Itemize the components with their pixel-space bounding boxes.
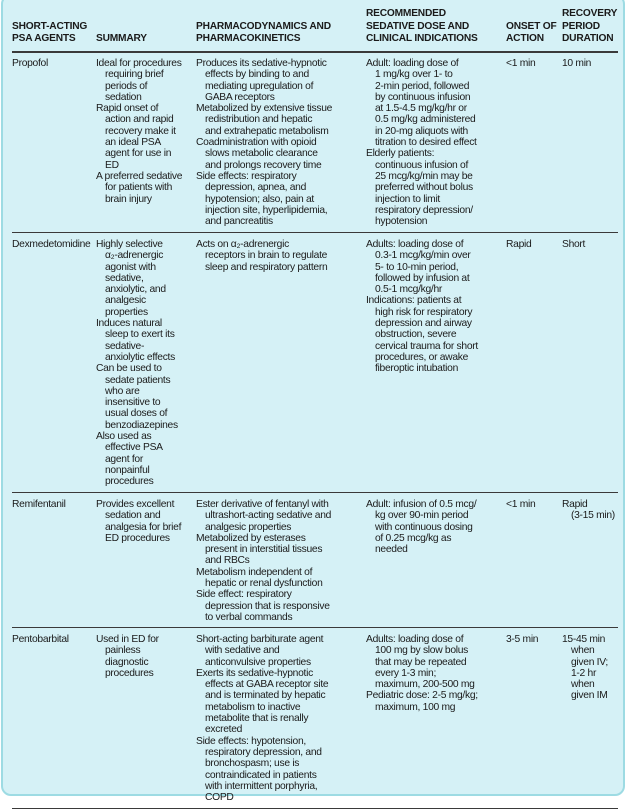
column-header-agent-name bbox=[12, 21, 87, 46]
list-item bbox=[96, 634, 159, 679]
text-line: depression and airway bbox=[375, 318, 472, 330]
text-line: GABA receptors bbox=[205, 91, 275, 103]
text-line: preferred without bolus bbox=[375, 182, 473, 194]
list-item bbox=[366, 690, 478, 713]
text-line: depression, apnea, and bbox=[205, 182, 307, 194]
header-line: RECOVERY bbox=[562, 8, 618, 20]
text-line: when bbox=[571, 645, 595, 657]
text-line: fiberoptic intubation bbox=[375, 363, 458, 375]
text-line: action and rapid bbox=[105, 114, 174, 126]
text-line: and is terminated by hepatic bbox=[205, 690, 326, 702]
cell-agent-name bbox=[12, 634, 69, 645]
text-line: sedation and bbox=[105, 510, 161, 522]
text-line: 100 mg by slow bolus bbox=[375, 645, 469, 657]
text-line: depression that is responsive bbox=[205, 600, 330, 612]
text-line: 1 mg/kg over 1- to bbox=[375, 69, 453, 81]
list-item bbox=[196, 668, 328, 736]
text-line: respiratory depression, and bbox=[205, 746, 322, 758]
list-item bbox=[12, 499, 66, 510]
list-item bbox=[196, 499, 331, 533]
text-line: Adult: loading dose of bbox=[366, 58, 459, 69]
list-item bbox=[366, 634, 478, 690]
text-line: Used in ED for bbox=[96, 634, 159, 645]
text-line: agonist with bbox=[105, 261, 156, 273]
row-divider bbox=[12, 51, 618, 53]
text-line: sedation bbox=[105, 91, 142, 103]
cell-recovery-duration bbox=[562, 58, 591, 69]
text-line: Provides excellent bbox=[96, 499, 175, 510]
text-line: COPD bbox=[205, 792, 234, 804]
cell-dose-indications bbox=[366, 239, 478, 375]
list-item bbox=[562, 239, 585, 250]
list-item bbox=[12, 239, 91, 250]
list-item bbox=[196, 103, 332, 137]
list-item bbox=[506, 634, 538, 645]
text-line: kg over 90-min period bbox=[375, 510, 469, 522]
text-line: requiring brief bbox=[105, 69, 164, 81]
list-item bbox=[196, 736, 328, 804]
text-line: procedures bbox=[105, 476, 154, 488]
text-line: nonpainful bbox=[105, 464, 150, 476]
column-header-summary bbox=[96, 33, 147, 46]
text-line: an ideal PSA bbox=[105, 137, 161, 149]
text-line: at 1.5-4.5 mg/kg/hr or bbox=[375, 103, 467, 115]
text-line: painless bbox=[105, 645, 141, 657]
text-line: benzodiazepines bbox=[105, 419, 178, 431]
text-line: sleep and respiratory pattern bbox=[205, 261, 328, 273]
text-line: mediating upregulation of bbox=[205, 80, 314, 92]
text-line: Rapid bbox=[562, 499, 588, 510]
text-line: with sedative and bbox=[205, 645, 280, 657]
text-line: when bbox=[571, 679, 595, 691]
cell-dose-indications bbox=[366, 634, 478, 713]
text-line: Induces natural bbox=[96, 318, 162, 330]
cell-pharmacology bbox=[196, 499, 331, 623]
text-line: given IM bbox=[571, 690, 608, 702]
cell-recovery-duration bbox=[562, 499, 615, 522]
text-line: <1 min bbox=[506, 499, 536, 510]
column-header-dose-indications bbox=[366, 8, 478, 46]
text-line: (3-15 min) bbox=[571, 510, 615, 522]
text-line: receptors in brain to regulate bbox=[205, 250, 328, 262]
list-item bbox=[196, 567, 331, 590]
text-line: 2-min period, followed bbox=[375, 80, 470, 92]
text-line: Pediatric dose: 2-5 mg/kg; bbox=[366, 690, 478, 702]
text-line: with intermittent porphyria, bbox=[205, 780, 318, 792]
row-divider bbox=[12, 232, 618, 233]
header-line: RECOMMENDED bbox=[366, 8, 446, 20]
text-line: 25 mcg/kg/min may be bbox=[375, 170, 473, 182]
text-line: recovery make it bbox=[105, 125, 176, 137]
cell-summary bbox=[96, 58, 182, 205]
text-line: by continuous infusion bbox=[375, 91, 471, 103]
header-line: ONSET OF bbox=[506, 20, 557, 32]
text-line: Adults: loading dose of bbox=[366, 634, 464, 645]
text-line: α₂-adrenergic bbox=[105, 250, 164, 262]
cell-dose-indications bbox=[366, 58, 477, 227]
list-item bbox=[196, 171, 332, 227]
text-line: analgesic bbox=[105, 295, 146, 307]
text-line: Indications: patients at bbox=[366, 295, 462, 307]
text-line: and extrahepatic metabolism bbox=[205, 125, 329, 137]
text-line: contraindicated in patients bbox=[205, 769, 317, 781]
text-line: in 20-mg aliquots with bbox=[375, 125, 468, 137]
text-line: insensitive to bbox=[105, 397, 161, 409]
text-line: and pancreatitis bbox=[205, 216, 273, 228]
text-line: Side effects: hypotension, bbox=[196, 735, 306, 747]
list-item bbox=[96, 431, 178, 487]
text-line: brain injury bbox=[105, 193, 152, 205]
list-item bbox=[96, 318, 178, 363]
text-line: excreted bbox=[205, 724, 243, 736]
text-line: Short bbox=[562, 239, 586, 250]
text-line: Metabolized by esterases bbox=[196, 532, 306, 544]
list-item bbox=[12, 634, 69, 645]
text-line: needed bbox=[375, 544, 408, 556]
list-item bbox=[96, 499, 181, 544]
text-line: 10 min bbox=[562, 58, 592, 69]
text-line: agent for use in bbox=[105, 148, 172, 160]
text-line: Rapid onset of bbox=[96, 103, 159, 115]
row-divider bbox=[12, 492, 618, 493]
cell-onset bbox=[506, 499, 535, 510]
list-item bbox=[366, 295, 478, 374]
text-line: Can be used to bbox=[96, 363, 162, 375]
list-item bbox=[506, 239, 531, 250]
cell-pharmacology bbox=[196, 239, 327, 273]
text-line: analgesia for brief bbox=[105, 521, 182, 533]
cell-onset bbox=[506, 58, 535, 69]
list-item bbox=[366, 499, 476, 555]
text-line: continuous infusion of bbox=[375, 159, 469, 171]
text-line: Adult: infusion of 0.5 mcg/ bbox=[366, 499, 477, 510]
header-line: SEDATIVE DOSE AND bbox=[366, 20, 470, 32]
text-line: procedures, or awake bbox=[375, 351, 469, 363]
text-line: metabolism to inactive bbox=[205, 701, 301, 713]
text-line: 0.5 mg/kg administered bbox=[375, 114, 476, 126]
text-line: Highly selective bbox=[96, 239, 163, 250]
text-line: high risk for respiratory bbox=[375, 306, 473, 318]
cell-pharmacology bbox=[196, 634, 328, 803]
text-line: effects by binding to and bbox=[205, 69, 309, 81]
text-line: and RBCs bbox=[205, 555, 250, 567]
cell-summary bbox=[96, 239, 178, 488]
text-line: ED procedures bbox=[105, 532, 170, 544]
text-line: effective PSA bbox=[105, 442, 163, 454]
text-line: Remifentanil bbox=[12, 499, 66, 510]
text-line: 5- to 10-min period, bbox=[375, 261, 459, 273]
list-item bbox=[96, 58, 182, 103]
list-item bbox=[96, 103, 182, 171]
text-line: for patients with bbox=[105, 182, 173, 194]
header-line: CLINICAL INDICATIONS bbox=[366, 33, 478, 45]
text-line: properties bbox=[105, 306, 148, 318]
text-line: hypotension; also, pain at bbox=[205, 193, 314, 205]
text-line: Adults: loading dose of bbox=[366, 239, 464, 250]
list-item bbox=[366, 239, 478, 295]
list-item bbox=[196, 533, 331, 567]
text-line: with continuous dosing bbox=[375, 521, 473, 533]
text-line: anxiolytic, and bbox=[105, 284, 166, 296]
text-line: Also used as bbox=[96, 431, 152, 443]
text-line: 15-45 min bbox=[562, 634, 606, 645]
text-line: A preferred sedative bbox=[96, 170, 183, 182]
row-divider bbox=[12, 627, 618, 628]
list-item bbox=[12, 58, 48, 69]
text-line: procedures bbox=[105, 667, 154, 679]
text-line: usual doses of bbox=[105, 408, 168, 420]
text-line: effects at GABA receptor site bbox=[205, 679, 329, 691]
list-item bbox=[196, 589, 331, 623]
list-item bbox=[366, 58, 477, 148]
text-line: bronchospasm; use is bbox=[205, 758, 300, 770]
cell-agent-name bbox=[12, 499, 66, 510]
text-line: ED bbox=[105, 159, 119, 171]
list-item bbox=[562, 634, 608, 702]
text-line: Dexmedetomidine bbox=[12, 239, 91, 250]
header-line: SUMMARY bbox=[96, 33, 147, 45]
text-line: Acts on α₂-adrenergic bbox=[196, 239, 289, 250]
text-line: Elderly patients: bbox=[366, 148, 435, 160]
text-line: Short-acting barbiturate agent bbox=[196, 634, 324, 645]
header-line: SHORT-ACTING bbox=[12, 20, 88, 32]
text-line: metabolite that is renally bbox=[205, 713, 309, 725]
text-line: present in interstitial tissues bbox=[205, 544, 323, 556]
cell-agent-name bbox=[12, 239, 91, 250]
text-line: agent for bbox=[105, 453, 143, 465]
list-item bbox=[562, 499, 615, 522]
text-line: titration to desired effect bbox=[375, 137, 477, 149]
column-header-pharmacology bbox=[196, 21, 331, 46]
text-line: hypotension bbox=[375, 216, 428, 228]
cell-summary bbox=[96, 634, 159, 679]
text-line: injection to limit bbox=[375, 193, 440, 205]
text-line: maximum, 200-500 mg bbox=[375, 679, 475, 691]
text-line: that may be repeated bbox=[375, 656, 467, 668]
text-line: 1-2 hr bbox=[571, 667, 597, 679]
text-line: Ester derivative of fentanyl with bbox=[196, 499, 329, 510]
text-line: obstruction, severe bbox=[375, 329, 457, 341]
list-item bbox=[196, 634, 328, 668]
text-line: ultrashort-acting sedative and bbox=[205, 510, 332, 522]
cell-summary bbox=[96, 499, 181, 544]
text-line: injection site, hyperlipidemia, bbox=[205, 204, 328, 216]
header-line: PHARMACODYNAMICS AND bbox=[196, 20, 331, 32]
list-item bbox=[96, 171, 182, 205]
text-line: sedative, bbox=[105, 272, 144, 284]
text-line: of 0.25 mcg/kg as bbox=[375, 532, 452, 544]
text-line: Rapid bbox=[506, 239, 532, 250]
text-line: maximum, 100 mg bbox=[375, 701, 456, 713]
list-item bbox=[366, 148, 477, 227]
list-item bbox=[96, 239, 178, 318]
cell-pharmacology bbox=[196, 58, 332, 227]
text-line: 0.5-1 mcg/kg/hr bbox=[375, 284, 443, 296]
text-line: sedate patients bbox=[105, 374, 171, 386]
list-item bbox=[196, 58, 332, 103]
text-line: 3-5 min bbox=[506, 634, 539, 645]
text-line: and prolongs recovery time bbox=[205, 159, 322, 171]
text-line: followed by infusion at bbox=[375, 272, 470, 284]
cell-onset bbox=[506, 239, 531, 250]
text-line: anticonvulsive properties bbox=[205, 656, 311, 668]
list-item bbox=[196, 137, 332, 171]
header-line: PHARMACOKINETICS bbox=[196, 33, 301, 45]
text-line: 0.3-1 mcg/kg/min over bbox=[375, 250, 471, 262]
text-line: diagnostic bbox=[105, 656, 149, 668]
text-line: Coadministration with opioid bbox=[196, 137, 317, 149]
list-item bbox=[506, 58, 535, 69]
text-line: every 1-3 min; bbox=[375, 667, 437, 679]
list-item bbox=[506, 499, 535, 510]
cell-agent-name bbox=[12, 58, 48, 69]
cell-dose-indications bbox=[366, 499, 476, 555]
text-line: Metabolized by extensive tissue bbox=[196, 103, 333, 115]
list-item bbox=[196, 239, 327, 273]
header-line: DURATION bbox=[562, 33, 614, 45]
text-line: slows metabolic clearance bbox=[205, 148, 318, 160]
list-item bbox=[562, 58, 591, 69]
text-line: hepatic or renal dysfunction bbox=[205, 578, 323, 590]
text-line: Pentobarbital bbox=[12, 634, 69, 645]
text-line: sedative- bbox=[105, 340, 145, 352]
text-line: Propofol bbox=[12, 58, 48, 69]
text-line: given IV; bbox=[571, 656, 608, 668]
header-line: PSA AGENTS bbox=[12, 33, 76, 45]
text-line: cervical trauma for short bbox=[375, 340, 478, 352]
text-line: sleep to exert its bbox=[105, 329, 175, 341]
list-item bbox=[96, 363, 178, 431]
text-line: redistribution and hepatic bbox=[205, 114, 313, 126]
text-line: anxiolytic effects bbox=[105, 351, 175, 363]
text-line: Ideal for procedures bbox=[96, 58, 182, 69]
text-line: periods of bbox=[105, 80, 148, 92]
text-line: Side effects: respiratory bbox=[196, 170, 297, 182]
text-line: Metabolism independent of bbox=[196, 566, 313, 578]
cell-recovery-duration bbox=[562, 239, 585, 250]
column-header-recovery-duration bbox=[562, 8, 617, 46]
column-header-onset bbox=[506, 21, 556, 46]
header-line: PERIOD bbox=[562, 20, 600, 32]
cell-onset bbox=[506, 634, 538, 645]
text-line: Exerts its sedative-hypnotic bbox=[196, 667, 313, 679]
text-line: analgesic properties bbox=[205, 521, 292, 533]
text-line: respiratory depression/ bbox=[375, 204, 473, 216]
text-line: who are bbox=[105, 385, 140, 397]
text-line: Produces its sedative-hypnotic bbox=[196, 58, 327, 69]
text-line: to verbal commands bbox=[205, 611, 293, 623]
text-line: Side effect: respiratory bbox=[196, 589, 292, 601]
header-line: ACTION bbox=[506, 33, 544, 45]
text-line: <1 min bbox=[506, 58, 536, 69]
cell-recovery-duration bbox=[562, 634, 608, 702]
